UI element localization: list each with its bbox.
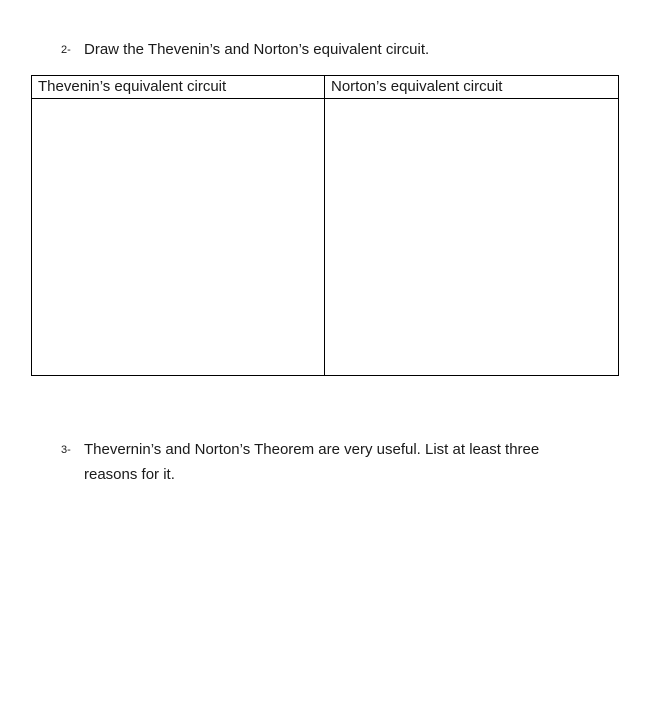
question-3 xyxy=(61,437,621,487)
question-3-number: 3- xyxy=(61,444,71,456)
norton-drawing-area[interactable] xyxy=(325,99,619,376)
thevenin-drawing-area[interactable] xyxy=(32,99,325,376)
equivalent-circuit-table xyxy=(31,75,619,376)
thevenin-header: Thevenin’s equivalent circuit xyxy=(32,76,325,99)
question-2-number: 2- xyxy=(61,44,71,56)
question-2-text: Draw the Thevenin’s and Norton’s equivalent circuit. xyxy=(84,41,430,58)
norton-header: Norton’s equivalent circuit xyxy=(325,76,619,99)
table-drawing-row xyxy=(32,99,619,376)
table-header-row xyxy=(32,76,619,99)
question-3-text: Thevernin’s and Norton’s Theorem are very useful. List at least three reasons for it. xyxy=(84,441,540,483)
question-2 xyxy=(61,37,621,62)
